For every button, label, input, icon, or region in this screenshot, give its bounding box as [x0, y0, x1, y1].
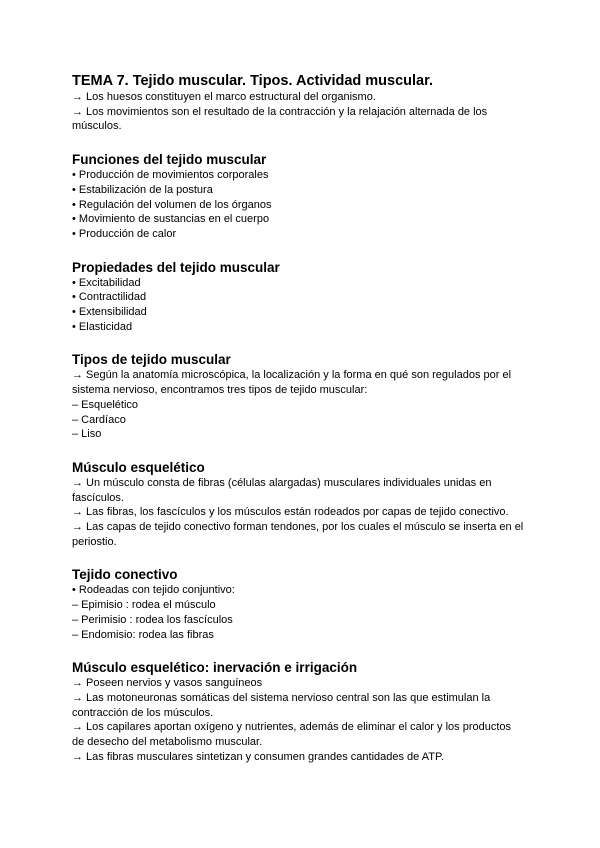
section-line: → Un músculo consta de fibras (células alargadas) musculares individuales unidas en [72, 476, 492, 489]
intro-block [72, 90, 532, 134]
section-line: • Extensibilidad [72, 306, 147, 319]
document-page [72, 72, 532, 765]
section-line: • Regulación del volumen de los órganos [72, 198, 272, 211]
section-line: → Los capilares aportan oxígeno y nutrientes, además de eliminar el calor y los productos [72, 721, 512, 734]
section-line: – Epimisio : rodea el músculo [72, 599, 216, 612]
section-line: – Endomisio: rodea las fibras [72, 628, 214, 641]
intro-line: músculos. [72, 120, 122, 133]
section-line: → Las fibras, los fascículos y los músculos están rodeados por capas de tejido conectivo. [72, 506, 509, 519]
section [72, 459, 532, 550]
section-line: → Poseen nervios y vasos sanguíneos [72, 677, 263, 690]
section-line: – Cardíaco [72, 413, 126, 426]
section-line: • Contractilidad [72, 291, 147, 304]
section-line: → Las capas de tejido conectivo forman tendones, por los cuales el músculo se inserta en el [72, 521, 524, 534]
section [72, 566, 532, 642]
section-line: → Las motoneuronas somáticas del sistema nervioso central son las que estimulan la [72, 691, 491, 704]
section-line: • Rodeadas con tejido conjuntivo: [72, 584, 235, 597]
section [72, 351, 532, 442]
intro-line: → Los huesos constituyen el marco estructural del organismo. [72, 91, 376, 103]
section [72, 151, 532, 242]
sections-container [72, 151, 532, 764]
section-line: • Movimiento de sustancias en el cuerpo [72, 213, 270, 226]
section [72, 259, 532, 335]
section-line: → Las fibras musculares sintetizan y consumen grandes cantidades de ATP. [72, 750, 444, 763]
intro-line: → Los movimientos son el resultado de la contracción y la relajación alternada de los [72, 105, 488, 118]
section-line: • Excitabilidad [72, 276, 141, 289]
section-heading: Tipos de tejido muscular [72, 352, 231, 368]
section-line: contracción de los músculos. [72, 706, 214, 719]
section-line: de desecho del metabolismo muscular. [72, 736, 263, 749]
section-line: – Esquelético [72, 398, 139, 411]
section-heading: Propiedades del tejido muscular [72, 259, 280, 275]
section-line: • Estabilización de la postura [72, 183, 213, 196]
section-line: – Perimisio : rodea los fascículos [72, 613, 233, 626]
page-title: TEMA 7. Tejido muscular. Tipos. Actividad muscular. [72, 73, 433, 89]
section-line: • Elasticidad [72, 320, 133, 333]
section [72, 659, 532, 764]
section-line: → Según la anatomía microscópica, la localización y la forma en qué son regulados por el [72, 369, 512, 382]
section-line: fascículos. [72, 491, 124, 504]
section-line: – Liso [72, 428, 102, 441]
section-line: • Producción de calor [72, 227, 177, 240]
section-line: periostio. [72, 535, 117, 548]
section-heading: Tejido conectivo [72, 567, 178, 583]
section-line: sistema nervioso, encontramos tres tipos de tejido muscular: [72, 384, 368, 397]
section-heading: Músculo esquelético [72, 459, 205, 475]
section-heading: Funciones del tejido muscular [72, 152, 267, 168]
section-line: • Producción de movimientos corporales [72, 169, 269, 182]
section-heading: Músculo esquelético: inervación e irrigación [72, 660, 358, 676]
